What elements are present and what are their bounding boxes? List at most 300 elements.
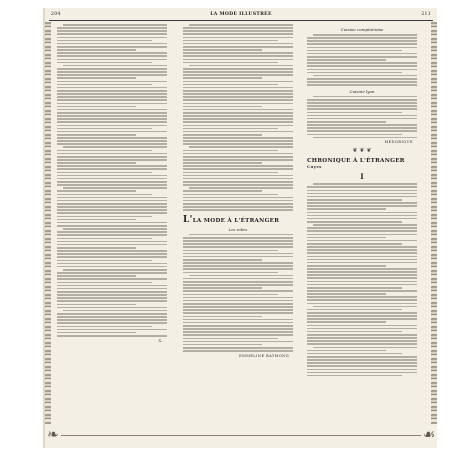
text-line [307, 246, 417, 248]
text-line [57, 291, 167, 293]
text-line [307, 221, 402, 223]
text-line [307, 202, 417, 204]
text-line [307, 199, 402, 201]
text-line [313, 96, 417, 98]
text-line [183, 99, 293, 101]
text-line [57, 175, 167, 177]
text-line [183, 262, 293, 264]
text-line [307, 299, 417, 301]
text-line [307, 265, 386, 267]
col1-signature: X. [158, 338, 163, 343]
text-line [307, 59, 386, 61]
text-line [57, 294, 167, 296]
text-line [57, 203, 167, 205]
text-line [57, 297, 167, 299]
text-line [57, 278, 167, 280]
text-line [183, 131, 293, 133]
text-line [57, 178, 167, 180]
text-line [57, 134, 136, 136]
text-line [57, 300, 167, 302]
text-line [183, 300, 293, 302]
text-line [307, 249, 417, 251]
text-line [183, 309, 293, 311]
text-line [183, 268, 293, 270]
text-line [307, 230, 417, 232]
text-line [57, 206, 167, 208]
text-line [307, 72, 402, 74]
text-line [183, 168, 293, 170]
text-line [183, 341, 293, 343]
text-line [57, 256, 167, 258]
text-line [183, 137, 293, 139]
text-line [307, 321, 386, 323]
text-line [307, 318, 417, 320]
text-line [57, 190, 136, 192]
text-line [57, 131, 167, 133]
text-line [183, 121, 293, 123]
text-line [307, 108, 417, 110]
col3-text-a [307, 34, 417, 86]
text-line [307, 121, 386, 123]
text-line [183, 112, 293, 114]
text-line [57, 172, 152, 174]
text-line [183, 68, 293, 70]
text-line [63, 65, 167, 67]
text-line [183, 46, 293, 48]
text-line [307, 328, 417, 330]
text-line [307, 190, 417, 192]
text-line [57, 212, 167, 214]
text-line [307, 186, 417, 188]
text-line [307, 375, 402, 377]
text-line [57, 222, 167, 224]
text-line [183, 30, 293, 32]
text-line [57, 90, 167, 92]
header-rule [49, 20, 433, 21]
text-line [57, 49, 136, 51]
text-line [57, 241, 167, 243]
text-line [183, 172, 278, 174]
publication-title: LA MODE ILLUSTRÉE [210, 12, 272, 17]
text-line [183, 106, 262, 108]
text-line [307, 293, 386, 295]
text-line [307, 256, 417, 258]
text-line [57, 282, 152, 284]
text-line [189, 146, 293, 148]
text-line [183, 190, 262, 192]
text-line [183, 278, 293, 280]
text-line [57, 33, 167, 35]
text-line [183, 81, 293, 83]
text-line [183, 200, 293, 202]
text-line [57, 272, 167, 274]
column-3 [307, 24, 417, 378]
text-line [183, 143, 293, 145]
text-line [313, 34, 417, 36]
text-line [57, 307, 167, 309]
text-line [183, 128, 278, 130]
text-line [57, 40, 152, 42]
text-line [189, 187, 293, 189]
text-line [57, 156, 167, 158]
text-line [183, 240, 293, 242]
text-line [57, 62, 152, 64]
text-line [183, 290, 293, 292]
text-line [183, 77, 262, 79]
text-line [183, 203, 293, 205]
text-line [183, 246, 293, 248]
text-line [57, 74, 167, 76]
text-line [307, 340, 417, 342]
col2-dropcap: L' [183, 214, 193, 225]
text-line [189, 65, 293, 67]
text-line [57, 140, 167, 142]
text-line [307, 102, 417, 104]
text-line [307, 359, 417, 361]
text-line [57, 244, 167, 246]
text-line [57, 231, 167, 233]
text-line [313, 347, 417, 349]
text-line [307, 343, 417, 345]
text-line [183, 197, 293, 199]
col2-section-title-text: LA MODE À L'ÉTRANGER [192, 217, 280, 224]
text-line [307, 130, 417, 132]
text-line [183, 181, 293, 183]
col3-subhead-2: Cuisine lyon [349, 88, 375, 94]
text-line [183, 328, 293, 330]
text-line [307, 215, 417, 217]
text-line [57, 260, 152, 262]
col3-text-b [307, 96, 417, 138]
text-line [307, 237, 386, 239]
col2-subhead: Les robes [228, 226, 248, 232]
col1-text-a [57, 24, 167, 337]
text-line [183, 322, 293, 324]
text-line [307, 124, 417, 126]
text-line [183, 62, 278, 64]
column-2 [183, 24, 293, 360]
text-line [57, 106, 136, 108]
text-line [57, 326, 152, 328]
text-line [307, 268, 417, 270]
text-line [307, 218, 417, 220]
text-line [57, 27, 167, 29]
text-line [307, 281, 417, 283]
text-line [183, 118, 293, 120]
text-line [57, 234, 167, 236]
text-line [57, 37, 167, 39]
text-line [307, 350, 386, 352]
text-line [313, 75, 417, 77]
text-line [307, 296, 417, 298]
col2-section-title [183, 215, 293, 225]
text-line [183, 49, 262, 51]
text-line [307, 234, 417, 236]
text-line [63, 187, 167, 189]
text-line [183, 347, 293, 349]
text-line [183, 90, 293, 92]
col2-text-b [183, 234, 293, 352]
text-line [183, 284, 293, 286]
text-line [307, 362, 417, 364]
text-line [183, 316, 262, 318]
text-line [57, 216, 152, 218]
text-line [57, 162, 136, 164]
text-line [307, 227, 417, 229]
text-line [307, 208, 386, 210]
text-line [307, 331, 402, 333]
text-line [307, 372, 417, 374]
text-line [183, 175, 293, 177]
text-line [57, 253, 167, 255]
decorative-border-left [45, 22, 51, 424]
text-line [57, 322, 167, 324]
text-line [183, 331, 293, 333]
text-line [57, 200, 167, 202]
newspaper-page [45, 8, 437, 448]
decorative-border-right [431, 22, 437, 424]
text-line [307, 84, 417, 86]
text-line [307, 40, 417, 42]
text-line [313, 137, 417, 139]
text-line [57, 263, 167, 265]
text-line [189, 234, 293, 236]
col3-text-c [307, 183, 417, 376]
text-line [307, 287, 402, 289]
text-line [307, 365, 417, 367]
text-line [307, 337, 417, 339]
text-line [307, 356, 417, 358]
text-line [307, 81, 417, 83]
text-line [57, 304, 136, 306]
text-line [57, 288, 167, 290]
text-line [57, 30, 167, 32]
text-line [307, 284, 417, 286]
text-line [57, 329, 167, 331]
text-line [189, 24, 293, 26]
text-line [307, 118, 417, 120]
text-line [57, 159, 167, 161]
text-line [183, 297, 293, 299]
text-line [183, 294, 278, 296]
text-line [307, 274, 417, 276]
text-line [183, 109, 293, 111]
text-line [57, 250, 167, 252]
text-line [57, 87, 167, 89]
text-line [183, 84, 278, 86]
text-line [183, 272, 278, 274]
text-line [183, 206, 293, 208]
text-line [57, 125, 167, 127]
text-line [63, 146, 167, 148]
footer-rule [61, 435, 421, 436]
text-line [183, 93, 293, 95]
page-number-left: 204 [51, 12, 61, 17]
col3-section-tag: Cuyes [307, 164, 322, 170]
text-line [183, 59, 293, 61]
text-line [307, 309, 402, 311]
column-1 [57, 24, 167, 345]
text-line [313, 306, 417, 308]
text-line [57, 238, 152, 240]
text-line [183, 162, 262, 164]
text-line [57, 115, 167, 117]
fleuron-right-icon: ☙ [422, 427, 436, 443]
text-line [307, 62, 417, 64]
text-line [57, 112, 167, 114]
text-line [307, 112, 402, 114]
text-line [307, 56, 417, 58]
text-line [307, 303, 417, 305]
text-line [307, 290, 417, 292]
text-line [57, 121, 167, 123]
text-line [307, 277, 417, 279]
text-line [307, 353, 402, 355]
text-line [57, 109, 167, 111]
text-line [183, 55, 293, 57]
text-line [57, 46, 167, 48]
footer-ornament [45, 424, 437, 448]
text-line [57, 153, 167, 155]
text-line [183, 259, 262, 261]
text-line [57, 43, 167, 45]
text-line [307, 243, 402, 245]
text-line [183, 209, 293, 211]
text-line [183, 103, 293, 105]
text-line [57, 285, 167, 287]
text-line [307, 43, 417, 45]
text-line [183, 43, 293, 45]
text-line [57, 137, 167, 139]
text-line [183, 312, 293, 314]
text-line [307, 312, 417, 314]
col3-signature: MÉDORIQUE [384, 140, 413, 145]
text-line [307, 105, 417, 107]
text-line [183, 303, 293, 305]
text-line [183, 243, 293, 245]
text-line [313, 224, 417, 226]
text-line [183, 338, 278, 340]
text-line [57, 266, 167, 268]
col2-text-a [183, 24, 293, 211]
text-line [57, 99, 167, 101]
text-line [183, 115, 293, 117]
text-line [183, 194, 278, 196]
text-line [307, 271, 417, 273]
text-line [57, 197, 167, 199]
text-line [183, 306, 293, 308]
text-line [57, 150, 152, 152]
text-line [57, 77, 136, 79]
text-line [57, 219, 136, 221]
text-line [183, 87, 293, 89]
text-line [183, 159, 293, 161]
text-line [307, 65, 417, 67]
text-line [183, 153, 293, 155]
text-line [183, 71, 293, 73]
text-line [63, 310, 167, 312]
text-line [183, 344, 262, 346]
text-line [183, 37, 293, 39]
text-line [183, 150, 278, 152]
text-line [183, 350, 293, 352]
text-line [183, 125, 293, 127]
text-line [57, 165, 167, 167]
text-line [63, 228, 167, 230]
text-line [57, 118, 167, 120]
text-line [307, 69, 417, 71]
text-line [57, 247, 136, 249]
text-line [183, 74, 293, 76]
text-line [307, 47, 417, 49]
text-line [183, 178, 293, 180]
text-line [57, 68, 167, 70]
text-line [57, 59, 167, 61]
col3-ornament: ❦ ❦ ❦ [352, 147, 372, 155]
text-line [183, 156, 293, 158]
col2-signature: EMMELINE RAYMOND [239, 353, 289, 358]
text-line [183, 319, 293, 321]
text-line [183, 265, 293, 267]
text-line [183, 256, 293, 258]
text-line [307, 193, 417, 195]
text-line [57, 143, 167, 145]
text-line [307, 78, 417, 80]
text-line [307, 37, 417, 39]
text-line [307, 127, 417, 129]
text-line [57, 128, 152, 130]
text-line [307, 205, 417, 207]
text-line [307, 369, 417, 371]
text-line [183, 96, 293, 98]
text-line [313, 183, 417, 185]
text-line [63, 24, 167, 26]
text-line [183, 33, 293, 35]
text-line [57, 168, 167, 170]
text-line [57, 225, 167, 227]
text-line [183, 52, 293, 54]
text-line [57, 96, 167, 98]
text-line [307, 53, 417, 55]
text-line [307, 252, 417, 254]
text-line [183, 134, 262, 136]
text-line [183, 40, 278, 42]
text-line [307, 259, 417, 261]
text-line [183, 325, 293, 327]
text-line [307, 334, 417, 336]
col3-section-title-text: CHRONIQUE À L'ÉTRANGER [307, 158, 405, 165]
text-line [183, 287, 262, 289]
text-line [307, 50, 402, 52]
text-line [183, 250, 278, 252]
text-line [57, 93, 167, 95]
text-line [183, 140, 293, 142]
col3-roman-numeral: I [360, 172, 364, 182]
text-line [57, 103, 167, 105]
text-line [307, 134, 402, 136]
text-line [189, 275, 293, 277]
text-line [57, 316, 167, 318]
fleuron-left-icon: ❧ [47, 427, 59, 443]
text-line [307, 262, 417, 264]
text-line [57, 52, 167, 54]
page-number-right: 211 [421, 12, 431, 17]
text-line [183, 165, 293, 167]
text-line [57, 181, 167, 183]
text-line [183, 184, 293, 186]
text-line [183, 27, 293, 29]
text-line [183, 237, 293, 239]
